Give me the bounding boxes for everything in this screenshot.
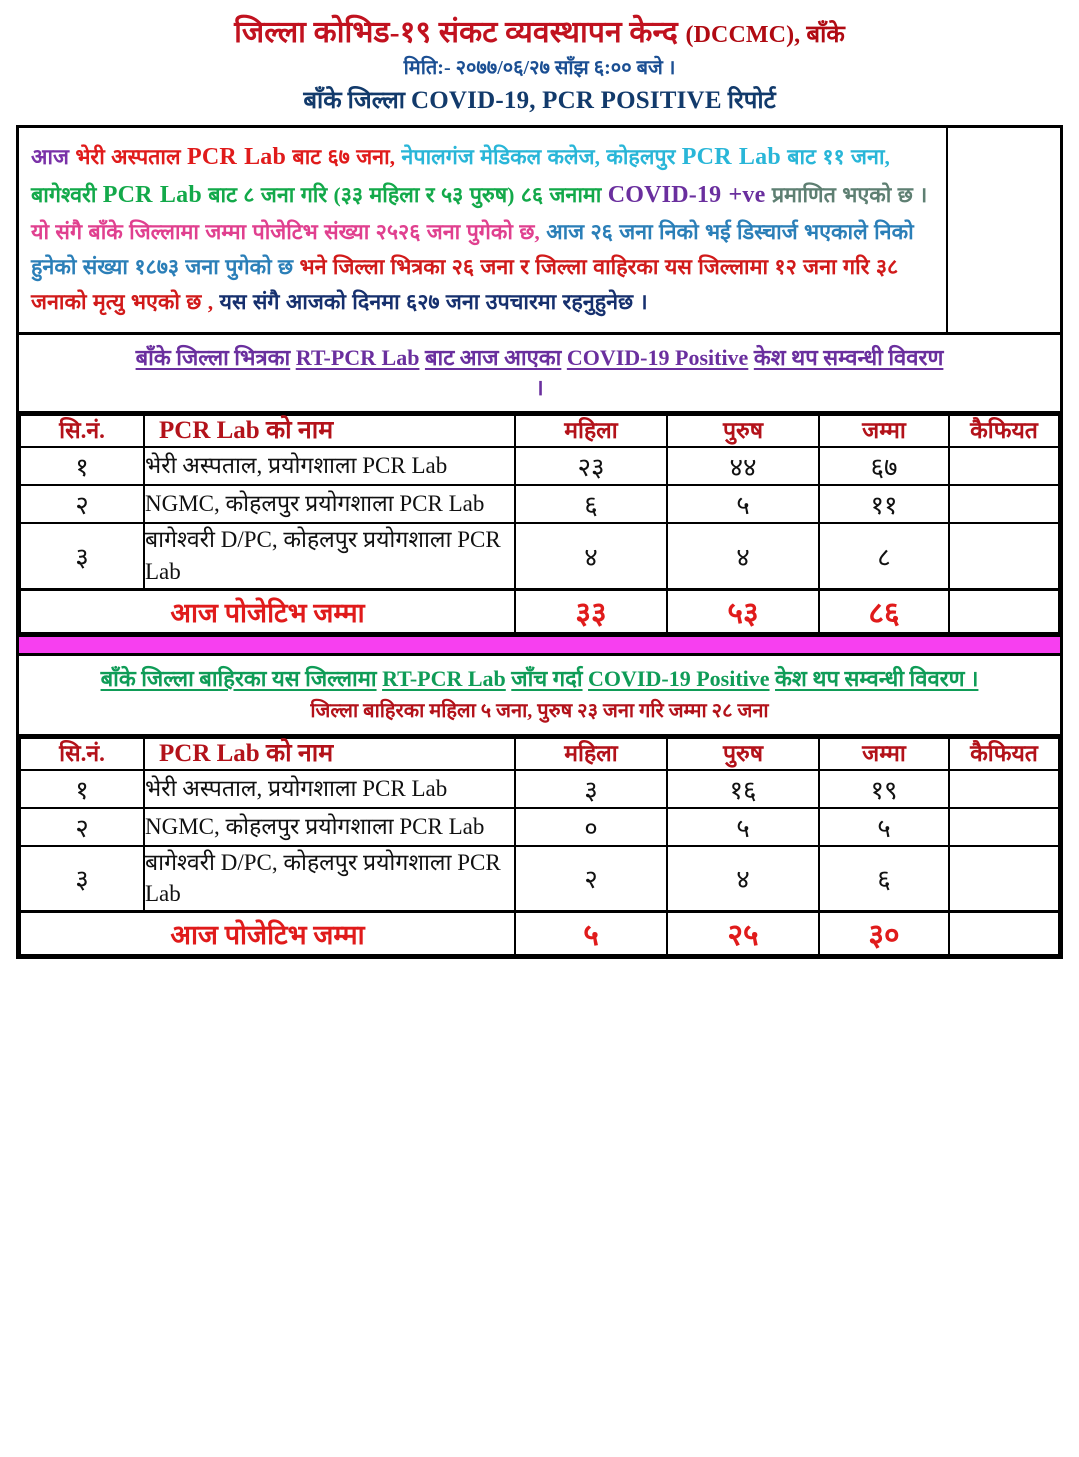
- th-male: पुरुष: [667, 415, 819, 447]
- total-all: ८६: [819, 589, 949, 633]
- cell-remarks: [949, 485, 1059, 523]
- narrative-segment-2: PCR Lab: [186, 143, 287, 170]
- subtitle-suffix: रिपोर्ट: [727, 87, 776, 114]
- table1-header-row: [20, 415, 1059, 447]
- table-row: [20, 808, 1059, 846]
- table2-header-row: [20, 738, 1059, 770]
- cell-male: ४: [667, 846, 819, 912]
- narrative-segment-8: PCR Lab: [102, 182, 202, 209]
- narrative-row: [19, 128, 1060, 335]
- cell-total: ११: [819, 485, 949, 523]
- report-date-line: मिति:- २०७७/०६/२७ साँझ ६:०० बजे ।: [403, 56, 676, 79]
- table-row: [20, 447, 1059, 485]
- table-row: [20, 846, 1059, 912]
- th-total: जम्मा: [819, 738, 949, 770]
- section2-heading-suffix: केश थप सम्वन्धी विवरण ।: [775, 665, 979, 691]
- cell-lab-name: भेरी अस्पताल, प्रयोगशाला PCR Lab: [144, 447, 515, 485]
- cell-lab-name: NGMC, कोहलपुर प्रयोगशाला PCR Lab: [144, 485, 515, 523]
- cell-total: १९: [819, 770, 949, 808]
- cell-total: ५: [819, 808, 949, 846]
- cell-serial: ३: [20, 523, 144, 589]
- narrative-remarks-cell: [948, 128, 1060, 332]
- cell-male: ५: [667, 485, 819, 523]
- cell-serial: १: [20, 447, 144, 485]
- section1-heading-positive: COVID-19 Positive: [566, 344, 749, 370]
- narrative-cell: [19, 128, 948, 332]
- table-row: [20, 523, 1059, 589]
- narrative-summary-text: [31, 138, 936, 320]
- total-remarks: [949, 589, 1059, 633]
- narrative-segment-9: बाट ८ जना गरि (३३ महिला र ५३ पुरुष) ८६ जनामा: [201, 183, 608, 208]
- cell-remarks: [949, 447, 1059, 485]
- cell-remarks: [949, 846, 1059, 912]
- table1-total-row: [20, 589, 1059, 633]
- title-main-text: जिल्ला कोभिड-१९ संकट व्यवस्थापन केन्द: [234, 16, 678, 49]
- narrative-segment-6: बाट ११ जना,: [780, 144, 890, 169]
- cell-male: ४: [667, 523, 819, 589]
- narrative-segment-4: नेपालगंज मेडिकल कलेज, कोहलपुर: [401, 144, 682, 169]
- cell-female: २: [515, 846, 667, 912]
- section2-subheading-text: जिल्ला बाहिरका महिला ५ जना, पुरुष २३ जना गरि जम्मा २८ जना: [310, 699, 769, 722]
- total-all: ३०: [819, 912, 949, 956]
- section2-heading-mid: जाँच गर्दा: [511, 665, 583, 691]
- total-male: २५: [667, 912, 819, 956]
- cell-female: २३: [515, 447, 667, 485]
- cell-male: ४४: [667, 447, 819, 485]
- narrative-segment-13: आज २६ जना निको भई डिस्चार्ज भएकाले निको हुनेको संख्या १८७३ जना पुगेको छ: [31, 220, 914, 280]
- total-female: ५: [515, 912, 667, 956]
- cell-male: १६: [667, 770, 819, 808]
- section2-heading-lab: RT-PCR Lab: [382, 665, 506, 691]
- narrative-segment-5: PCR Lab: [681, 143, 781, 170]
- document-header: [16, 14, 1063, 116]
- cell-lab-name: बागेश्वरी D/PC, कोहलपुर प्रयोगशाला PCR Lab: [144, 846, 515, 912]
- th-serial-number: सि.नं.: [20, 415, 144, 447]
- table-row: [20, 770, 1059, 808]
- report-subtitle: [16, 86, 1063, 116]
- report-frame: [16, 125, 1063, 960]
- cell-serial: २: [20, 808, 144, 846]
- cell-serial: २: [20, 485, 144, 523]
- cell-lab-name: बागेश्वरी D/PC, कोहलपुर प्रयोगशाला PCR Lab: [144, 523, 515, 589]
- narrative-segment-10: COVID-19 +ve: [607, 182, 766, 209]
- th-total: जम्मा: [819, 415, 949, 447]
- narrative-segment-3: बाट ६७ जना,: [286, 144, 402, 169]
- section1-heading-lab: RT-PCR Lab: [295, 344, 420, 370]
- th-serial-number: सि.नं.: [20, 738, 144, 770]
- cell-serial: ३: [20, 846, 144, 912]
- section1-heading: [29, 342, 1050, 374]
- section1-heading-mid: बाट आज आएका: [424, 344, 562, 370]
- section1-heading-row: [19, 335, 1060, 414]
- cell-female: ०: [515, 808, 667, 846]
- cell-serial: १: [20, 770, 144, 808]
- subtitle-prefix: बाँके जिल्ला: [303, 87, 406, 114]
- cell-female: ३: [515, 770, 667, 808]
- section2-heading: [29, 663, 1050, 695]
- total-female: ३३: [515, 589, 667, 633]
- section2-heading-prefix: बाँके जिल्ला बाहिरका यस जिल्लामा: [100, 665, 377, 691]
- cell-lab-name: भेरी अस्पताल, प्रयोगशाला PCR Lab: [144, 770, 515, 808]
- th-lab-name: PCR Lab को नाम: [144, 415, 515, 447]
- th-male: पुरुष: [667, 738, 819, 770]
- section2-heading-positive: COVID-19 Positive: [588, 665, 770, 691]
- section2-subheading: [29, 697, 1050, 725]
- th-female: महिला: [515, 415, 667, 447]
- cell-total: ६: [819, 846, 949, 912]
- magenta-divider: [19, 634, 1060, 656]
- th-remarks: कैफियत: [949, 415, 1059, 447]
- table-row: [20, 485, 1059, 523]
- page-title: [16, 14, 1063, 52]
- section1-heading-suffix: केश थप सम्वन्धी विवरण: [753, 344, 944, 370]
- table2-total-row: [20, 912, 1059, 956]
- inside-district-table: [19, 414, 1060, 633]
- narrative-segment-11: प्रमाणित भएको छ ।: [765, 183, 928, 208]
- cell-male: ५: [667, 808, 819, 846]
- total-male: ५३: [667, 589, 819, 633]
- cell-remarks: [949, 770, 1059, 808]
- narrative-segment-12: यो संगै बाँके जिल्लामा जम्मा पोजेटिभ संख्या २५२६ जना पुगेको छ,: [31, 220, 547, 245]
- cell-remarks: [949, 523, 1059, 589]
- cell-lab-name: NGMC, कोहलपुर प्रयोगशाला PCR Lab: [144, 808, 515, 846]
- section2-heading-row: [19, 656, 1060, 737]
- total-label: आज पोजेटिभ जम्मा: [20, 912, 515, 956]
- narrative-segment-15: यस संगै आजको दिनमा ६२७ जना उपचारमा रहनुहुनेछ ।: [219, 289, 648, 314]
- narrative-segment-7: बागेश्वरी: [31, 183, 103, 208]
- cell-total: ८: [819, 523, 949, 589]
- title-abbreviation: (DCCMC), बाँके: [685, 22, 845, 48]
- total-label: आज पोजेटिभ जम्मा: [20, 589, 515, 633]
- cell-female: ६: [515, 485, 667, 523]
- section1-heading-prefix: बाँके जिल्ला भित्रका: [135, 344, 291, 370]
- outside-district-table: [19, 737, 1060, 956]
- narrative-segment-1: भेरी अस्पताल: [75, 144, 187, 169]
- th-female: महिला: [515, 738, 667, 770]
- th-remarks: कैफियत: [949, 738, 1059, 770]
- narrative-segment-14: भने जिल्ला भित्रका २६ जना र जिल्ला वाहिरका यस जिल्लामा १२ जना गरि ३८ जनाको मृत्यु भएको छ ,: [31, 255, 899, 314]
- narrative-segment-0: आज: [31, 144, 76, 169]
- cell-total: ६७: [819, 447, 949, 485]
- subtitle-english: COVID-19, PCR POSITIVE: [411, 86, 722, 114]
- cell-remarks: [949, 808, 1059, 846]
- th-lab-name: PCR Lab को नाम: [144, 738, 515, 770]
- cell-female: ४: [515, 523, 667, 589]
- total-remarks: [949, 912, 1059, 956]
- section1-heading-danda: ।: [535, 374, 544, 400]
